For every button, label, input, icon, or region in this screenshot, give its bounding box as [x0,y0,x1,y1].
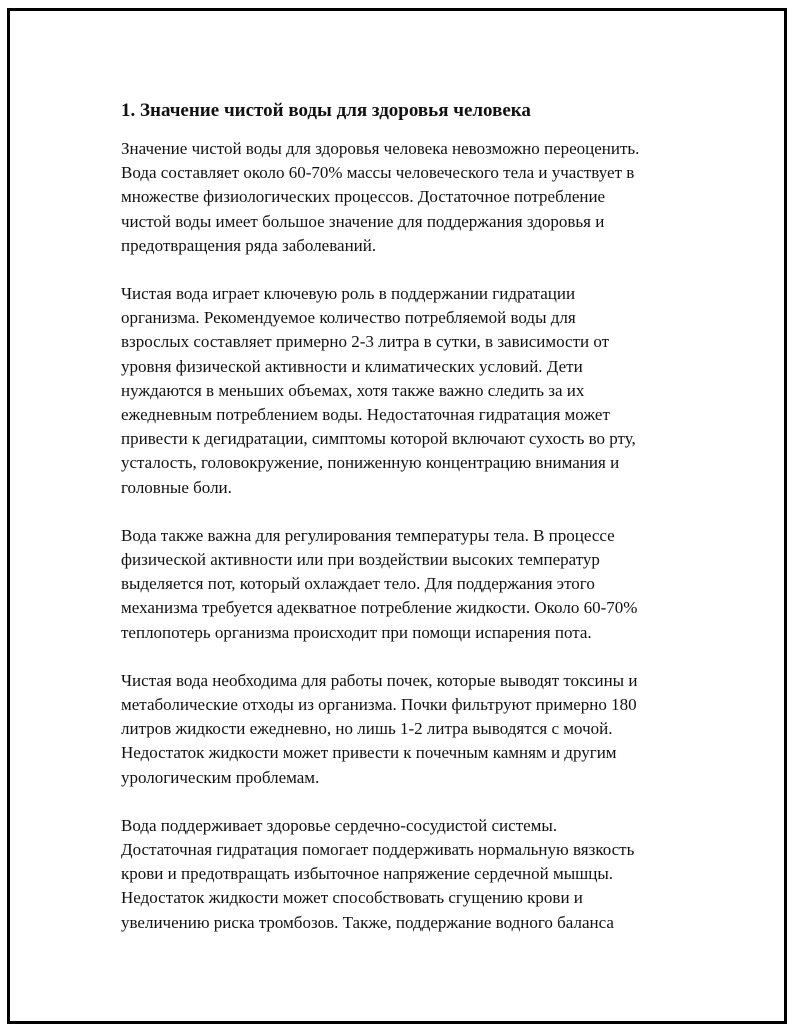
paragraph-hydration: Чистая вода играет ключевую роль в поддержании гидратации организма. Рекомендуемое количество потребляемой воды для взрослых составляет примерно 2-3 литра в сутки, в зависимости от уровня физической активности и климатических условий. Дети нуждаются в меньших объемах, хотя также важно следить за их ежедневным потреблением воды. Недостаточная гидратация может привести к дегидратации, симптомы которой включают сухость во рту, усталость, головокружение, пониженную концентрацию внимания и головные боли. [121,284,636,497]
paragraph-kidneys: Чистая вода необходима для работы почек, которые выводят токсины и метаболические отходы из организма. Почки фильтруют примерно 180 литров жидкости ежедневно, но лишь 1-2 литра выводятся с мочой. Недостаток жидкости может привести к почечным камням и другим урологическим проблемам. [121,670,638,787]
document-body [121,99,721,959]
paragraph-temperature: Вода также важна для регулирования температуры тела. В процессе физической активности или при воздействии высоких температур выделяется пот, который охлаждает тело. Для поддержания этого механизма требуется адекватное потребление жидкости. Около 60-70% теплопотерь организма происходит при помощи испарения пота. [121,525,638,642]
paragraph-cardiovascular: Вода поддерживает здоровье сердечно-сосудистой системы. Достаточная гидратация помогает поддерживать нормальную вязкость крови и предотвращать избыточное напряжение сердечной мышцы. Недостаток жидкости может способствовать сгущению крови и увеличению риска тромбозов. Также, поддержание водного баланса [121,815,635,932]
section-heading: 1. Значение чистой воды для здоровья человека [121,100,531,121]
paragraph-intro: Значение чистой воды для здоровья человека невозможно переоценить. Вода составляет около 60-70% массы человеческого тела и участвует в множестве физиологических процессов. Достаточное потребление чистой воды имеет большое значение для поддержания здоровья и предотвращения ряда заболеваний. [121,139,640,255]
document-page [7,8,787,1024]
